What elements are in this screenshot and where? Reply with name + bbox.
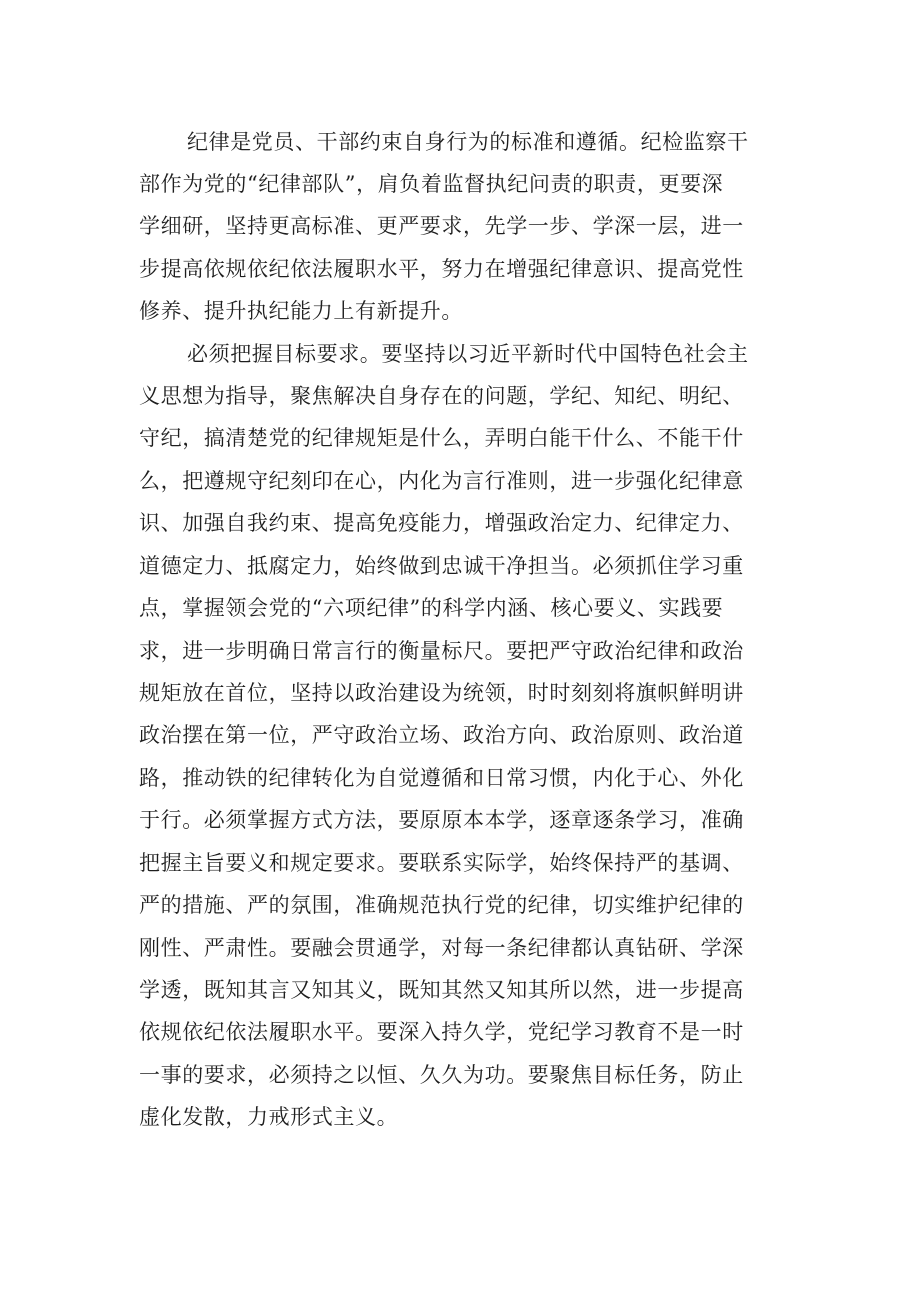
text-line: 识、加强自我约束、提高免疫能力，增强政治定力、纪律定力、: [139, 511, 744, 535]
text-line: 依规依纪依法履职水平。要深入持久学，党纪学习教育不是一时: [139, 1020, 744, 1044]
text-line: 必须把握目标要求。要坚持以习近平新时代中国特色社会主: [187, 342, 749, 366]
text-line: 道德定力、抵腐定力，始终做到忠诚干净担当。必须抓住学习重: [139, 554, 744, 578]
text-line: 义思想为指导，聚焦解决自身存在的问题，学纪、知纪、明纪、: [139, 384, 744, 408]
text-line: 路，推动铁的纪律转化为自觉遵循和日常习惯，内化于心、外化: [139, 766, 744, 790]
text-line: 学透，既知其言又知其义，既知其然又知其所以然，进一步提高: [139, 978, 744, 1002]
text-line: 纪律是党员、干部约束自身行为的标准和遵循。纪检监察干: [187, 130, 749, 154]
text-line: 于行。必须掌握方式方法，要原原本本学，逐章逐条学习，准确: [139, 808, 744, 832]
text-line: 学细研，坚持更高标准、更严要求，先学一步、学深一层，进一: [139, 214, 744, 238]
text-line: 把握主旨要义和规定要求。要联系实际学，始终保持严的基调、: [139, 851, 744, 875]
text-line: 规矩放在首位，坚持以政治建设为统领，时时刻刻将旗帜鲜明讲: [139, 681, 744, 705]
text-line: 求，进一步明确日常言行的衡量标尺。要把严守政治纪律和政治: [139, 639, 744, 663]
text-line: 修养、提升执纪能力上有新提升。: [139, 299, 463, 323]
text-line: 政治摆在第一位，严守政治立场、政治方向、政治原则、政治道: [139, 723, 744, 747]
text-line: 步提高依规依纪依法履职水平，努力在增强纪律意识、提高党性: [139, 257, 744, 281]
text-line: 一事的要求，必须持之以恒、久久为功。要聚焦目标任务，防止: [139, 1063, 744, 1087]
text-line: 严的措施、严的氛围，准确规范执行党的纪律，切实维护纪律的: [139, 893, 744, 917]
text-line: 么，把遵规守纪刻印在心，内化为言行准则，进一步强化纪律意: [139, 469, 744, 493]
text-line: 点，掌握领会党的“六项纪律”的科学内涵、核心要义、实践要: [139, 596, 724, 620]
text-line: 刚性、严肃性。要融会贯通学，对每一条纪律都认真钻研、学深: [139, 936, 744, 960]
text-line: 虚化发散，力戒形式主义。: [139, 1105, 399, 1129]
text-line: 守纪，搞清楚党的纪律规矩是什么，弄明白能干什么、不能干什: [139, 426, 744, 450]
text-line: 部作为党的“纪律部队”，肩负着监督执纪问责的职责，更要深: [139, 172, 724, 196]
